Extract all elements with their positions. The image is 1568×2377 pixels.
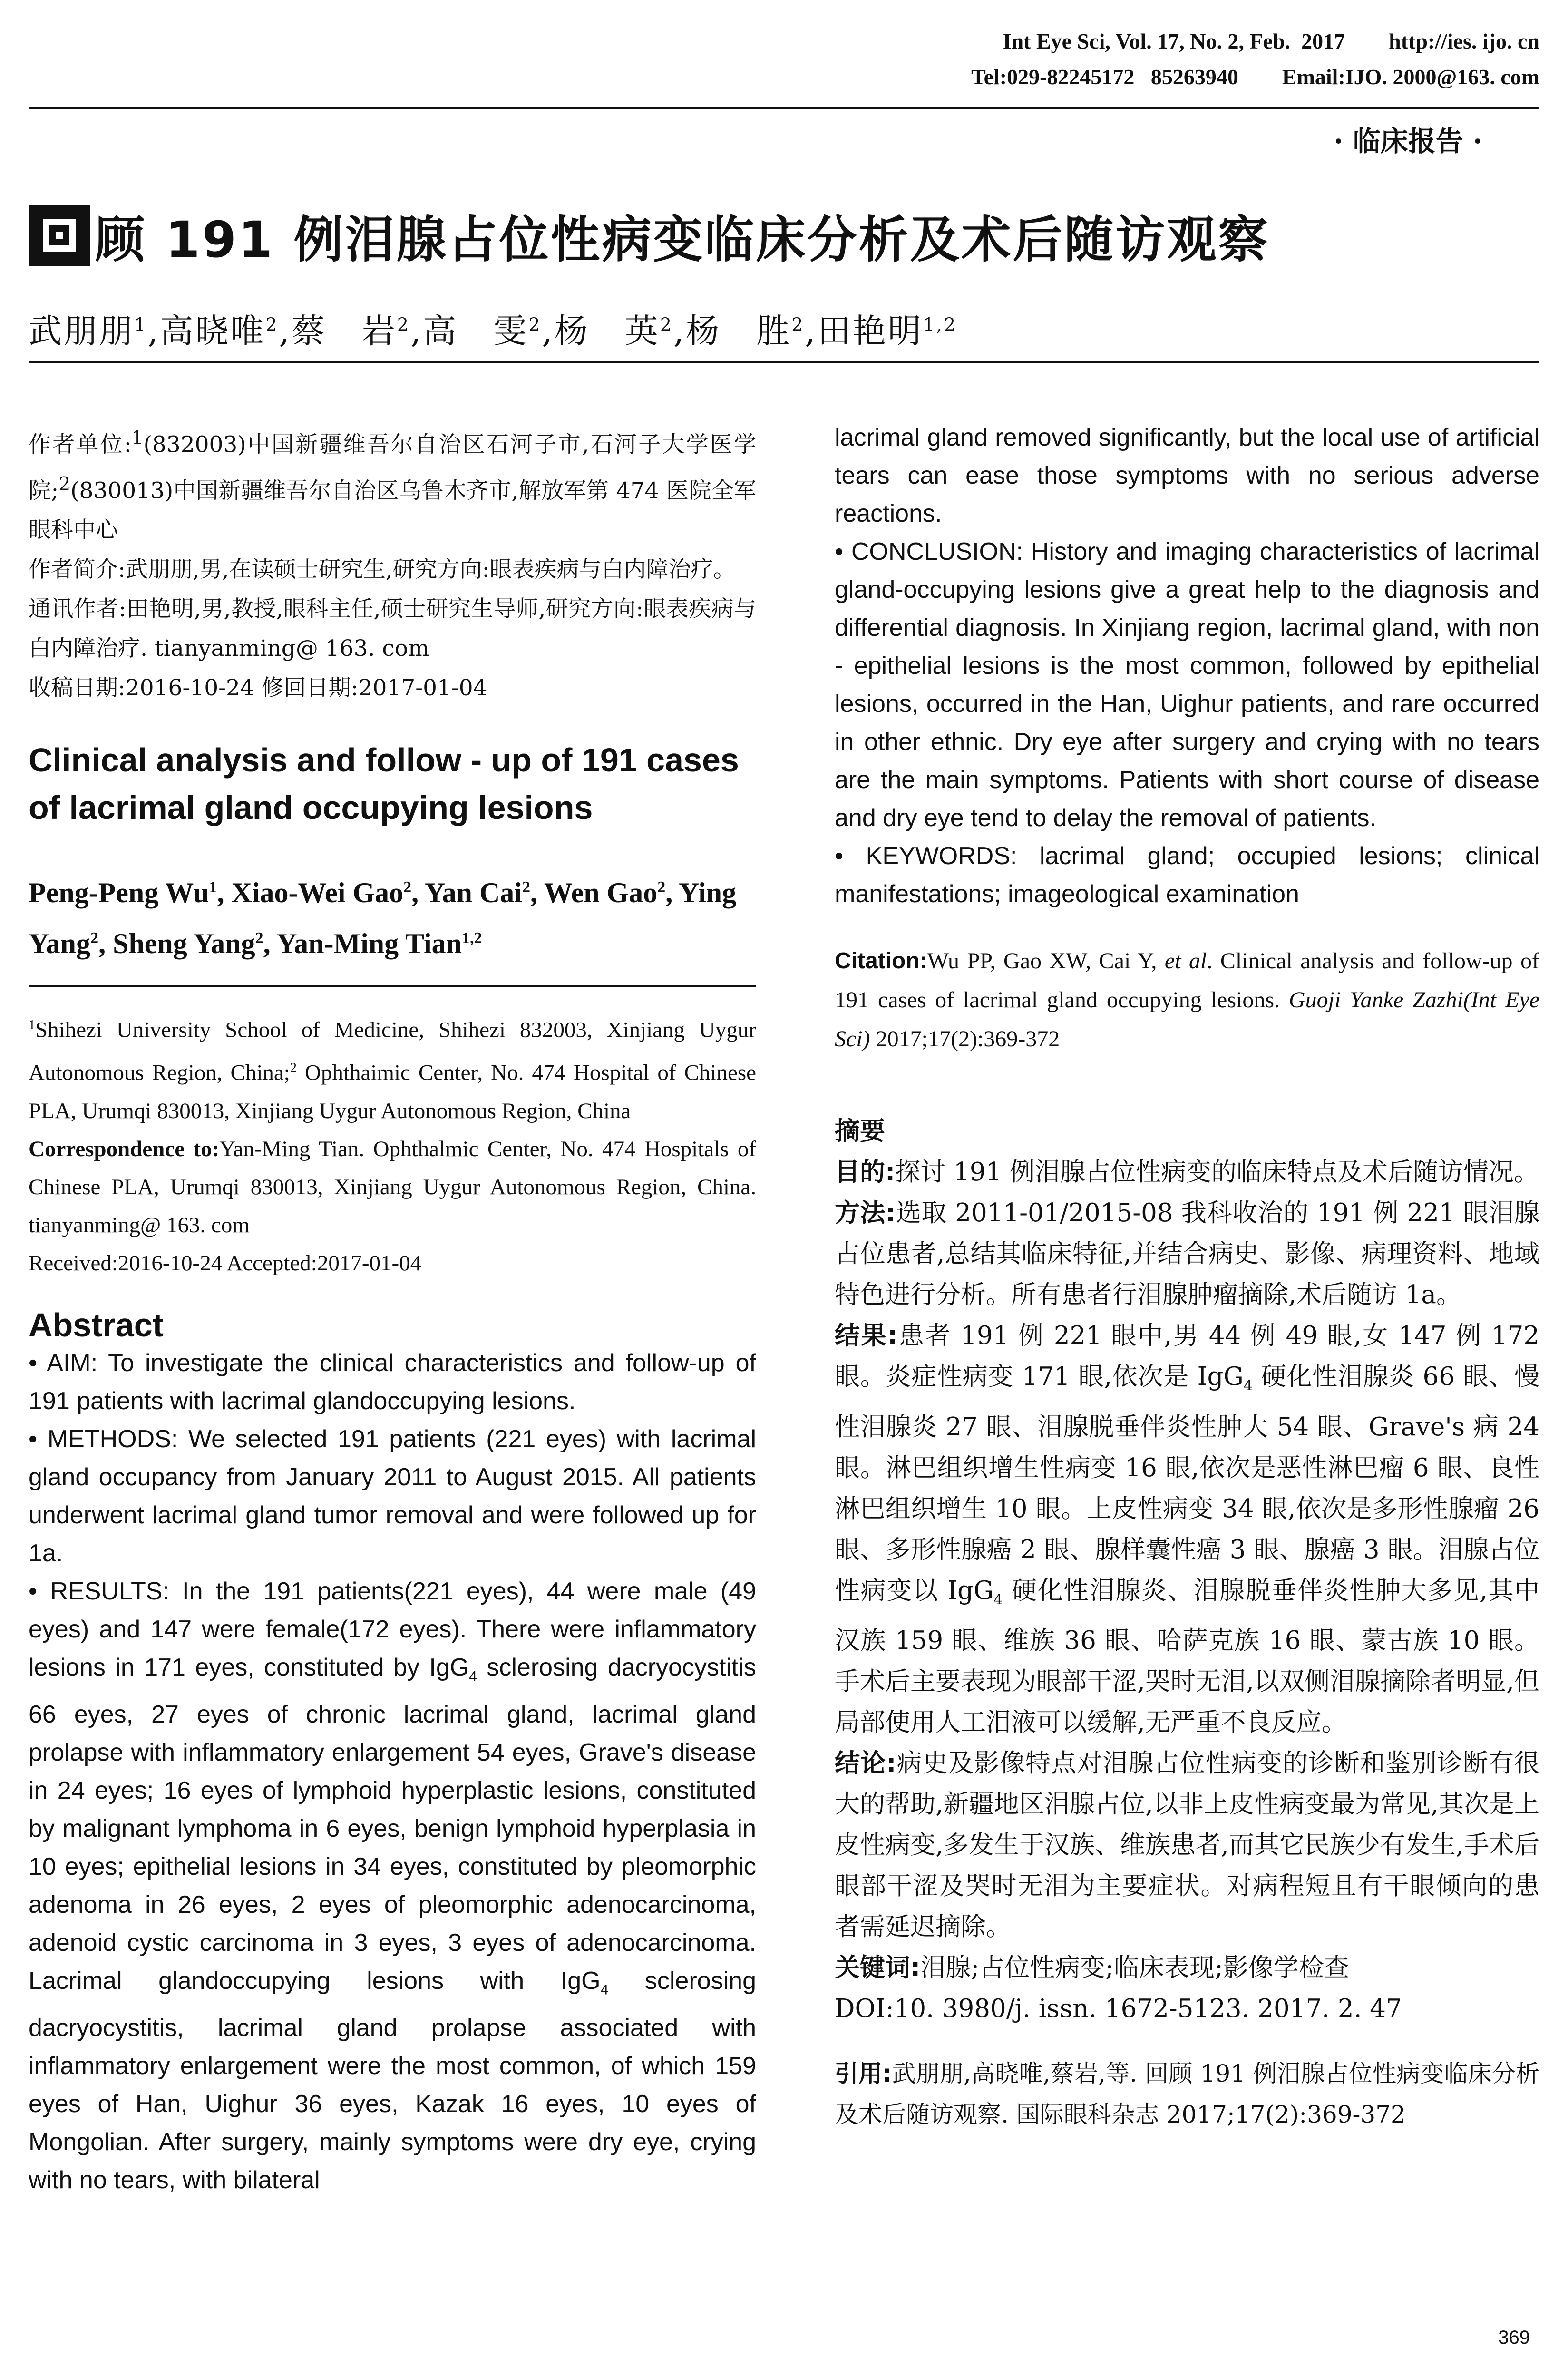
author-cn: 蔡 岩 [291, 312, 397, 351]
correspondence: Correspondence to:Yan-Ming Tian. Ophthalmic Center, No. 474 Hospitals of Chinese PLA, Urumqi 830013, Xinjiang Uygur Autonomous Region, China. tianyanming@ 163. com [29, 1136, 756, 1237]
abstract-methods: • METHODS: We selected 191 patients (221 eyes) with lacrimal gland occupancy from January 2011 to August 2015. All patients underwent lacrimal gland tumor removal and were followed up for 1a. [29, 1425, 756, 1567]
abstract-body [29, 1344, 756, 2200]
cn-goal: 目的:探讨 191 例泪腺占位性病变的临床特点及术后随访情况。 [835, 1158, 1539, 1187]
dates: 收稿日期:2016-10-24 修回日期:2017-01-04 [29, 675, 487, 701]
section-label: · 临床报告 · [1334, 125, 1482, 157]
left-column [29, 419, 756, 2199]
chinese-abstract [835, 1111, 1539, 2029]
author-cn: 田艳明 [817, 312, 923, 351]
abstract-results: • RESULTS: In the 191 patients(221 eyes), 44 were male (49 eyes) and 147 were female(172 eyes). There were inflammatory lesions in 171 eyes, constituted by IgG$_4$ sclerosing dacryocystitis 66 eyes, 27 eyes of chronic lacrimal gland, lacrimal gland prolapse with inflammatory enlargement 54 eyes, Grave's disease in 24 eyes; 16 eyes of lymphoid hyperplastic lesions, constituted by malignant lymphoma in 6 eyes, benign lymphoid hyperplasia in 10 eyes; epithelial lesions in 34 eyes, constituted by pleomorphic adenoma in 26 eyes, 2 eyes of pleomorphic adenocarcinoma, adenoid cystic carcinoma in 3 eyes, 3 eyes of adenocarcinoma. Lacrimal glandoccupying lesions with IgG$_4$ sclerosing dacryocystitis, lacrimal gland prolapse associated with inflammatory enlargement were the most common, of which 159 eyes of Han, Uighur 36 eyes, Kazak 16 eyes, 10 eyes of Mongolian. After surgery, mainly symptoms were dry eye, crying with no tears, with bilateral [29, 1577, 756, 2194]
cn-conclusion: 结论:病史及影像特点对泪腺占位性病变的诊断和鉴别诊断有很大的帮助,新疆地区泪腺占位,以非上皮性病变最为常见,其次是上皮性病变,多发生于汉族、维族患者,而其它民族少有发生,手术后眼部干涩及哭时无泪为主要症状。对病程短且有干眼倾向的患者需延迟摘除。 [835, 1749, 1539, 1942]
author-cn: 杨 胜 [686, 312, 792, 351]
cn-citation: 引用:武朋朋,高晓唯,蔡岩,等. 回顾 191 例泪腺占位性病变临床分析及术后随访观察. 国际眼科杂志 2017;17(2):369-372 [835, 2060, 1539, 2129]
citation: Citation:Wu PP, Gao XW, Cai Y, et al. Clinical analysis and follow-up of 191 cases of lacrimal gland occupying lesions. Guoji Yanke Zazhi(Int Eye Sci) 2017;17(2):369-372 [835, 948, 1539, 1052]
journal-header [29, 19, 1539, 109]
title-glyph-icon [29, 205, 90, 266]
abstract-keywords: • KEYWORDS: lacrimal gland; occupied lesions; clinical manifestations; imageological examination [835, 842, 1539, 908]
cn-method: 方法:选取 2011-01/2015-08 我科收治的 191 例 221 眼泪腺占位患者,总结其临床特征,并结合病史、影像、病理资料、地域特色进行分析。所有患者行泪腺肿瘤摘除,术后随访 1a。 [835, 1198, 1539, 1309]
author-bio: 作者简介:武朋朋,男,在读硕士研究生,研究方向:眼表疾病与白内障治疗。 [29, 556, 736, 583]
english-authors: Peng-Peng Wu$^1$, Xiao-Wei Gao$^2$, Yan Cai$^2$, Wen Gao$^2$, Ying Yang$^2$, Sheng Yang$^2$, Yan-Ming Tian$^{1,2}$ [29, 865, 756, 987]
author-unit: 作者单位:$^1$(832003)中国新疆维吾尔自治区石河子市,石河子大学医学院;$^2$(830013)中国新疆维吾尔自治区乌鲁木齐市,解放军第 474 医院全军眼科中心 [29, 428, 756, 544]
received-dates: Received:2016-10-24 Accepted:2017-01-04 [29, 1250, 422, 1276]
abstract-heading: Abstract [29, 1306, 164, 1344]
affiliations: $^1$Shihezi University School of Medicine, Shihezi 832003, Xinjiang Uygur Autonomous Region, China;$^2$ Ophthaimic Center, No. 474 Hospital of Chinese PLA, Urumqi 830013, Xinjiang Uygur Autonomous Region, China [29, 1017, 756, 1123]
author-cn: 高 雯 [423, 312, 529, 351]
cn-keywords: 关键词:泪腺;占位性病变;临床表现;影像学检查 [835, 1953, 1349, 1983]
abstract-aim: • AIM: To investigate the clinical characteristics and follow-up of 191 patients with lacrimal glandoccupying lesions. [29, 1349, 756, 1415]
author-cn: 高晓唯 [160, 312, 266, 351]
cn-result: 结果:患者 191 例 221 眼中,男 44 例 49 眼,女 147 例 172 眼。炎症性病变 171 眼,依次是 IgG$_4$ 硬化性泪腺炎 66 眼、慢性泪腺炎 27 眼、泪腺脱垂伴炎性肿大 54 眼、Grave's 病 24 眼。淋巴组织增生性病变 16 眼,依次是恶性淋巴瘤 6 眼、良性淋巴组织增生 10 眼。上皮性病变 34 眼,依次是多形性腺瘤 26 眼、多形性腺癌 2 眼、腺样囊性癌 3 眼、腺癌 3 眼。泪腺占位性病变以 IgG$_4$ 硬化性泪腺炎、泪腺脱垂伴炎性肿大多见,其中汉族 159 眼、维族 36 眼、哈萨克族 16 眼、蒙古族 10 眼。手术后主要表现为眼部干涩,哭时无泪,以双侧泪腺摘除者明显,但局部使用人工泪液可以缓解,无严重不良反应。 [835, 1321, 1539, 1737]
author-cn: 杨 英 [554, 312, 660, 351]
journal-contact-line: Tel:029-82245172 85263940 Email:IJO. 2000@163. com [971, 65, 1539, 89]
abstract-results-cont: lacrimal gland removed significantly, but the local use of artificial tears can ease those symptoms with no serious adverse reactions. [835, 424, 1539, 527]
cn-abstract-heading: 摘要 [835, 1117, 885, 1146]
doi: DOI:10. 3980/j. issn. 1672-5123. 2017. 2. 47 [835, 1994, 1402, 2024]
authors-cn: 武朋朋$^1$,高晓唯$^2$,蔡 岩$^2$,高 雯$^2$,杨 英$^2$,杨 胜$^2$,田艳明$^{1,2}$ [29, 304, 1539, 363]
title-text: 顾 191 例泪腺占位性病变临床分析及术后随访观察 [95, 211, 1270, 269]
english-title: Clinical analysis and follow - up of 191 cases of lacrimal gland occupying lesions [29, 741, 739, 827]
author-cn: 武朋朋 [29, 312, 134, 351]
page-number: 369 [1498, 2327, 1530, 2348]
corresponding-author: 通讯作者:田艳明,男,教授,眼科主任,硕士研究生导师,研究方向:眼表疾病与白内障治疗. tianyanming@ 163. com [29, 596, 756, 662]
journal-citation-line: Int Eye Sci, Vol. 17, No. 2, Feb. 2017 http://ies. ijo. cn [1003, 29, 1539, 53]
article-title [29, 200, 1270, 271]
abstract-continued [835, 419, 1539, 913]
right-column [835, 419, 1539, 2135]
abstract-conclusion: • CONCLUSION: History and imaging characteristics of lacrimal gland-occupying lesions give a great help to the diagnosis and differential diagnosis. In Xinjiang region, lacrimal gland, with non - epithelial lesions is the most common, followed by epithelial lesions, occurred in the Han, Uighur patients, and rare occurred in other ethnic. Dry eye after surgery and crying with no tears are the main symptoms. Patients with short course of disease and dry eye tend to delay the removal of patients. [835, 538, 1539, 832]
